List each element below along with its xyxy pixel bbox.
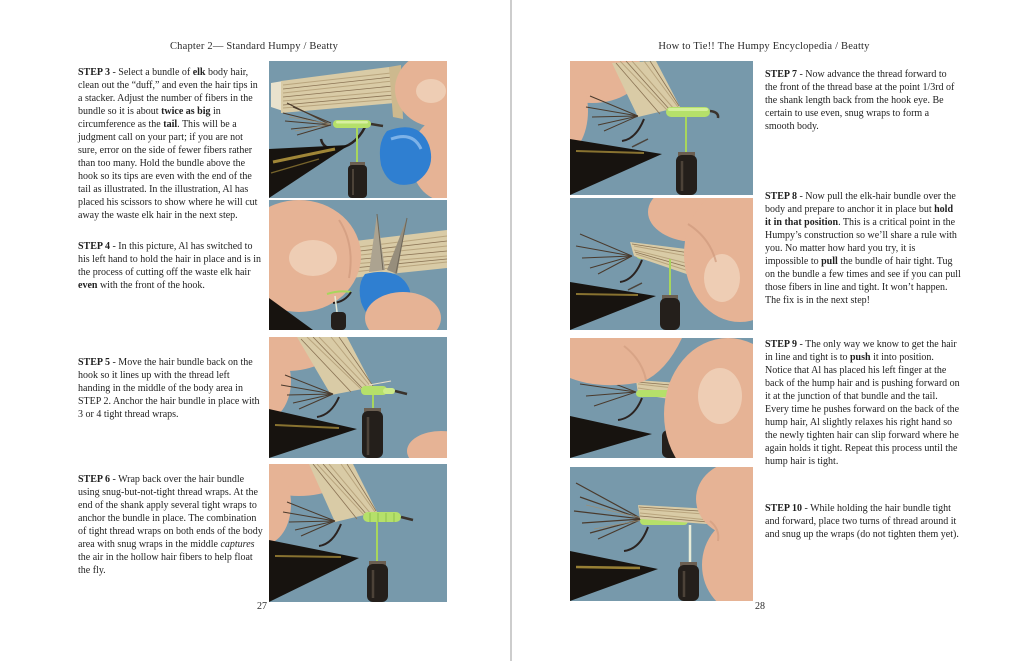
- step-10-paragraph: [765, 502, 961, 541]
- photo-step-9-illustration: [570, 338, 753, 458]
- photo-step-9-pushing-hump-hair: [570, 338, 753, 458]
- step-text-segment: STEP 3: [78, 67, 110, 78]
- step-text-segment: body hair, clean out the “duff,” and even the hair tips in a stacker. Adjust the number of fibers in the bundle so it is about: [78, 67, 258, 117]
- left-page-number: 27: [257, 601, 267, 612]
- step-text-segment: push: [850, 352, 871, 363]
- step-5-paragraph: [78, 356, 264, 421]
- photo-step-7-illustration: [570, 61, 753, 195]
- step-text-segment: tail: [163, 119, 178, 130]
- step-text-segment: with the front of the hook.: [97, 280, 205, 291]
- page-gutter-divider: [510, 0, 512, 661]
- step-text-segment: - The only way we know to get the hair in line and tight is to: [765, 339, 957, 363]
- step-9-paragraph: [765, 338, 961, 468]
- step-text-segment: the bundle of hair tight. Tug on the bundle a few times and see if you can pull those fibers in line and tight. It won’t happen. The fix is in the next step!: [765, 256, 961, 306]
- step-text-segment: - Wrap back over the hair bundle using snug-but-not-tight thread wraps. At the end of the shank apply several tight wraps to anchor the bundle in place. The combination of tight thread wraps on both ends of the body area with snug wraps in the middle: [78, 474, 263, 550]
- photo-step-6-illustration: [269, 464, 447, 602]
- photo-step-4-illustration: [269, 200, 447, 330]
- photo-step-10-illustration: [570, 467, 753, 601]
- step-text-segment: - Move the hair bundle back on the hook so it lines up with the thread left handing in the middle of the body area in STEP 2. Anchor the hair bundle in place with 3 or 4 tight thread wraps.: [78, 357, 260, 420]
- step-text-segment: STEP 4: [78, 241, 110, 252]
- step-text-segment: it into position. Notice that Al has placed his left finger at the back of the hump hair and is pushing forward on it at the junction of that bundle and the tail. Every time he pushes forward on the back of the hump hair, Al slightly relaxes his right hand so the newly tighten hair can slip forward where he again holds it tight. Repeat this process until the hump hair is tight.: [765, 352, 960, 467]
- step-text-segment: - In this picture, Al has switched to his left hand to hold the hair in place and is in the process of cutting off the waste elk hair: [78, 241, 262, 278]
- photo-step-4-cutting-waste-hair: [269, 200, 447, 330]
- step-text-segment: STEP 10: [765, 503, 802, 514]
- photo-step-8-pulling-bundle-over-body: [570, 198, 753, 330]
- step-text-segment: - Now advance the thread forward to the front of the thread base at the point 1/3rd of the shank length back from the hook eye. Be certain to use even, snug wraps to form a smooth body.: [765, 69, 955, 132]
- photo-step-3-hair-bundle-above-hook: [269, 61, 447, 198]
- step-text-segment: in circumference as the: [78, 106, 221, 130]
- step-text-segment: . This is a critical point in the Humpy’s construction so we’ll share a rule with you. No matter how hard you try, it is impossible to: [765, 217, 957, 267]
- photo-step-6-snug-wraps: [269, 464, 447, 602]
- step-text-segment: - Select a bundle of: [109, 67, 193, 78]
- step-6-paragraph: [78, 473, 264, 577]
- step-text-segment: STEP 5: [78, 357, 110, 368]
- step-4-paragraph: [78, 240, 264, 292]
- step-text-segment: pull: [821, 256, 838, 267]
- right-running-header: How to Tie!! The Humpy Encyclopedia / Beatty: [658, 41, 870, 52]
- photo-step-7-thread-advanced: [570, 61, 753, 195]
- photo-step-10-two-loose-turns: [570, 467, 753, 601]
- photo-step-5-bundle-anchored: [269, 337, 447, 458]
- step-text-segment: STEP 9: [765, 339, 797, 350]
- step-text-segment: hold it in that position: [765, 204, 954, 228]
- step-text-segment: STEP 8: [765, 191, 797, 202]
- step-7-paragraph: [765, 68, 961, 133]
- step-text-segment: captures: [220, 539, 255, 550]
- photo-step-3-illustration: [269, 61, 447, 198]
- right-page-number: 28: [755, 601, 765, 612]
- step-text-segment: STEP 6: [78, 474, 110, 485]
- left-running-header: Chapter 2— Standard Humpy / Beatty: [169, 41, 339, 52]
- step-text-segment: . This will be a judgment call on your part; if you are not sure, error on the side of fewer fibers rather than too many. Hold the bundle above the hook so its tips are even with the end of the tail as illustrated. In the illustration, Al has placed his scissors to show where he will cut away the waste elk hair in the next step.: [78, 119, 258, 221]
- step-text-segment: STEP 7: [765, 69, 797, 80]
- step-text-segment: even: [78, 280, 98, 291]
- step-text-segment: twice as big: [161, 106, 211, 117]
- photo-step-5-illustration: [269, 337, 447, 458]
- step-3-paragraph: [78, 66, 264, 222]
- step-text-segment: - Now pull the elk-hair bundle over the body and prepare to anchor it in place but: [765, 191, 956, 215]
- photo-step-8-illustration: [570, 198, 753, 330]
- step-text-segment: - While holding the hair bundle tight and forward, place two turns of thread around it and snug up the wraps (do not tighten them yet).: [765, 503, 959, 540]
- step-text-segment: the air in the hollow hair fibers to help float the fly.: [78, 552, 253, 576]
- step-8-paragraph: [765, 190, 961, 307]
- step-text-segment: elk: [192, 67, 206, 78]
